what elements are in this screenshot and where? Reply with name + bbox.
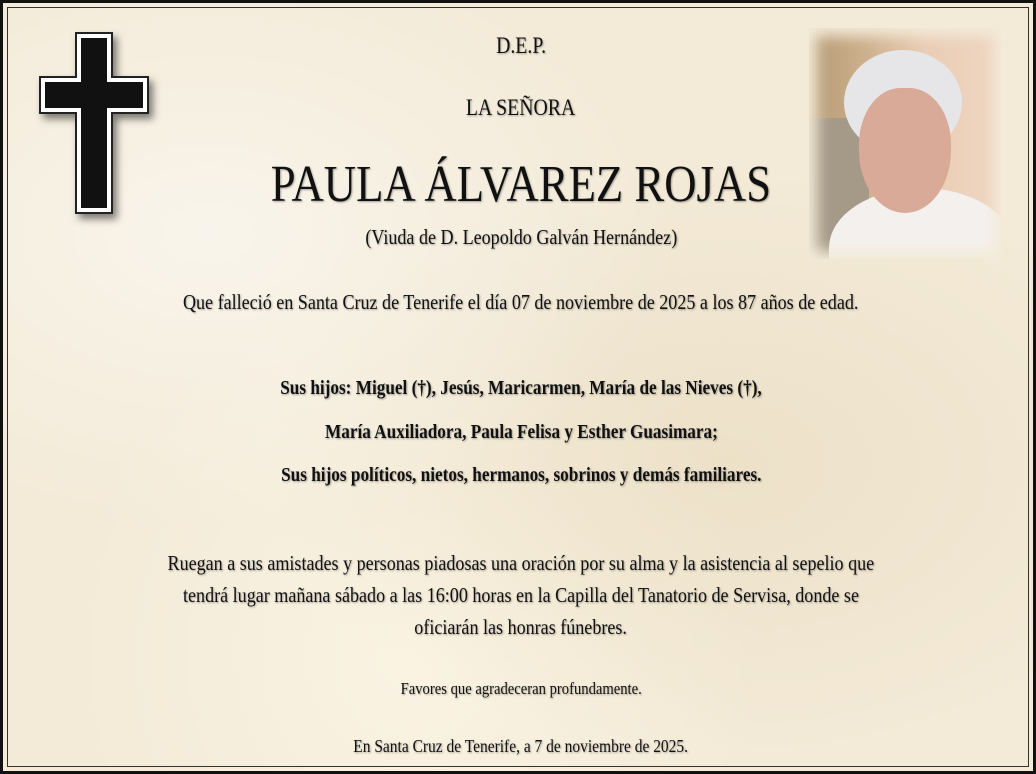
place-date: En Santa Cruz de Tenerife, a 7 de noviembre de 2025. (353, 736, 689, 756)
family-line: Sus hijos: Miguel (†), Jesús, Maricarmen, María de las Nieves (†), (280, 377, 762, 399)
death-notice: Que falleció en Santa Cruz de Tenerife el día 07 de noviembre de 2025 a los 87 años de edad. (183, 290, 859, 314)
thanks: Favores que agradeceran profundamente. (400, 679, 642, 698)
widow-of: (Viuda de D. Leopoldo Galván Hernández) (365, 225, 677, 249)
request-line: oficiarán las honras fúnebres. (414, 615, 628, 639)
request-line: Ruegan a sus amistades y personas piadosas una oración por su alma y la asistencia al sepelio que (167, 551, 875, 575)
dep-label: D.E.P. (495, 33, 547, 58)
family-line: Sus hijos políticos, nietos, hermanos, sobrinos y demás familiares. (280, 464, 762, 486)
family-line: María Auxiliadora, Paula Felisa y Esther Guasimara; (324, 421, 718, 443)
title-label: LA SEÑORA (466, 95, 576, 120)
deceased-name: PAULA ÁLVAREZ ROJAS (270, 156, 772, 213)
request-line: tendrá lugar mañana sábado a las 16:00 horas en la Capilla del Tanatorio de Servisa, donde se (183, 583, 859, 607)
